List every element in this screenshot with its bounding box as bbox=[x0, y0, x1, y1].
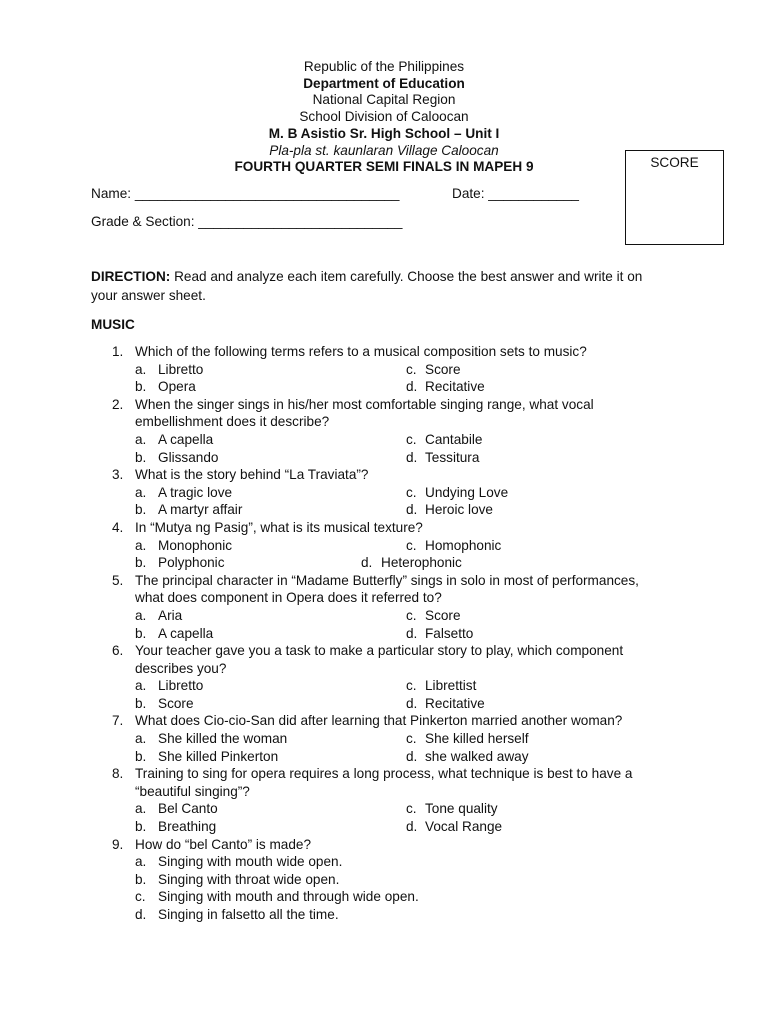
option-letter: c. bbox=[406, 361, 417, 377]
option-letter: d. bbox=[135, 907, 147, 922]
question-number: 4. bbox=[112, 519, 124, 535]
options-row bbox=[0, 554, 768, 572]
question-text: describes you? bbox=[135, 660, 227, 676]
option-letter: a. bbox=[135, 801, 147, 817]
option-d: Recitative bbox=[425, 695, 485, 711]
question-text: What is the story behind “La Traviata”? bbox=[135, 467, 369, 483]
option-c: Singing with mouth and through wide open. bbox=[158, 889, 419, 905]
option-a: Libretto bbox=[158, 361, 204, 377]
option-c: Cantabile bbox=[425, 431, 483, 447]
question-text: The principal character in “Madame Butterfly” sings in solo in most of performances, bbox=[135, 572, 639, 588]
question-text: How do “bel Canto” is made? bbox=[135, 836, 312, 852]
option-letter: c. bbox=[406, 731, 417, 747]
options-row bbox=[0, 748, 768, 766]
question-number: 2. bbox=[112, 396, 124, 412]
option-letter: d. bbox=[361, 555, 373, 571]
exam-title: FOURTH QUARTER SEMI FINALS IN MAPEH 9 bbox=[234, 159, 534, 175]
option-b: Breathing bbox=[158, 819, 217, 835]
question-text-continuation bbox=[0, 783, 768, 801]
score-label: SCORE bbox=[650, 155, 699, 170]
option-letter: c. bbox=[406, 801, 417, 817]
option-letter: c. bbox=[406, 431, 417, 447]
option-d: Recitative bbox=[425, 379, 485, 395]
option-letter: a. bbox=[135, 678, 147, 694]
options-row bbox=[0, 800, 768, 818]
option-letter: d. bbox=[406, 449, 418, 465]
option-letter: b. bbox=[135, 871, 147, 887]
option-letter: b. bbox=[135, 379, 147, 395]
option-c: Score bbox=[425, 607, 461, 623]
options-row bbox=[0, 695, 768, 713]
header-region: National Capital Region bbox=[312, 92, 456, 108]
option-row-single bbox=[0, 871, 768, 889]
option-letter: c. bbox=[406, 678, 417, 694]
question-text: Your teacher gave you a task to make a particular story to play, which component bbox=[135, 643, 624, 659]
name-field[interactable]: Name: ___________________________________ bbox=[91, 186, 400, 201]
options-row bbox=[0, 818, 768, 836]
option-a: Bel Canto bbox=[158, 801, 218, 817]
question-text-continuation bbox=[0, 413, 768, 431]
option-d: Falsetto bbox=[425, 625, 474, 641]
option-letter: b. bbox=[135, 625, 147, 641]
option-letter: c. bbox=[135, 889, 146, 905]
question-2-row bbox=[0, 396, 768, 414]
options-row bbox=[0, 625, 768, 643]
header-republic: Republic of the Philippines bbox=[303, 59, 465, 74]
option-letter: d. bbox=[406, 502, 418, 518]
option-letter: b. bbox=[135, 449, 147, 465]
option-d: Singing in falsetto all the time. bbox=[158, 907, 339, 922]
option-b: Glissando bbox=[158, 449, 219, 465]
question-4-row bbox=[0, 519, 768, 537]
option-b: Score bbox=[158, 695, 194, 711]
question-text: In “Mutya ng Pasig”, what is its musical texture? bbox=[135, 519, 423, 535]
question-list bbox=[0, 343, 768, 924]
option-letter: a. bbox=[135, 484, 147, 500]
option-d: Heroic love bbox=[425, 502, 493, 518]
question-text: embellishment does it describe? bbox=[135, 414, 330, 430]
option-letter: a. bbox=[135, 537, 147, 553]
option-letter: c. bbox=[406, 607, 417, 623]
header-school: M. B Asistio Sr. High School – Unit I bbox=[268, 125, 500, 141]
option-letter: c. bbox=[406, 537, 417, 553]
options-row bbox=[0, 449, 768, 467]
option-letter: a. bbox=[135, 731, 147, 747]
question-number: 1. bbox=[112, 344, 124, 359]
option-b: She killed Pinkerton bbox=[158, 748, 279, 764]
option-letter: a. bbox=[135, 431, 147, 447]
option-a: Monophonic bbox=[158, 537, 233, 553]
option-b: A capella bbox=[158, 625, 214, 641]
options-row bbox=[0, 730, 768, 748]
question-9-row bbox=[0, 836, 768, 854]
question-8-row bbox=[0, 765, 768, 783]
option-letter: c. bbox=[406, 484, 417, 500]
question-7-row bbox=[0, 712, 768, 730]
option-letter: d. bbox=[406, 625, 418, 641]
question-number: 3. bbox=[112, 467, 124, 483]
question-text-continuation bbox=[0, 660, 768, 678]
option-letter: d. bbox=[406, 748, 418, 764]
option-c: Undying Love bbox=[425, 484, 509, 500]
option-a: A capella bbox=[158, 431, 214, 447]
question-6-row bbox=[0, 642, 768, 660]
option-letter: b. bbox=[135, 819, 147, 835]
option-a: Singing with mouth wide open. bbox=[158, 854, 343, 870]
option-a: Aria bbox=[158, 607, 183, 623]
option-d: Tessitura bbox=[425, 449, 480, 465]
question-text: what does component in Opera does it referred to? bbox=[135, 590, 442, 606]
option-row-single bbox=[0, 888, 768, 906]
option-letter: a. bbox=[135, 854, 147, 870]
option-letter: a. bbox=[135, 361, 147, 377]
options-row bbox=[0, 484, 768, 502]
option-letter: b. bbox=[135, 695, 147, 711]
section-title-music: MUSIC bbox=[91, 317, 135, 332]
option-a: She killed the woman bbox=[158, 731, 288, 747]
options-row bbox=[0, 361, 768, 379]
header-address: Pla-pla st. kaunlaran Village Caloocan bbox=[269, 142, 499, 158]
option-letter: b. bbox=[135, 555, 147, 571]
question-number: 7. bbox=[112, 713, 124, 729]
question-text-continuation bbox=[0, 589, 768, 607]
option-letter: b. bbox=[135, 502, 147, 518]
option-letter: b. bbox=[135, 748, 147, 764]
question-number: 9. bbox=[112, 836, 124, 852]
question-3-row bbox=[0, 466, 768, 484]
question-text: When the singer sings in his/her most comfortable singing range, what vocal bbox=[135, 396, 594, 412]
direction-text: Read and analyze each item carefully. Choose the best answer and write it on your answer sheet. bbox=[91, 269, 643, 303]
options-row bbox=[0, 607, 768, 625]
question-1-row bbox=[0, 343, 768, 361]
question-text: Which of the following terms refers to a musical composition sets to music? bbox=[135, 344, 587, 359]
options-row bbox=[0, 537, 768, 555]
question-text: “beautiful singing”? bbox=[135, 783, 250, 799]
options-row bbox=[0, 378, 768, 396]
question-number: 6. bbox=[112, 643, 124, 659]
direction-label: DIRECTION: bbox=[91, 269, 171, 284]
option-row-single bbox=[0, 853, 768, 871]
option-letter: d. bbox=[406, 379, 418, 395]
option-d: Heterophonic bbox=[381, 555, 462, 571]
option-b: Opera bbox=[158, 379, 196, 395]
question-number: 8. bbox=[112, 766, 124, 782]
option-c: Tone quality bbox=[425, 801, 498, 817]
option-c: She killed herself bbox=[425, 731, 529, 747]
question-number: 5. bbox=[112, 572, 124, 588]
header-department: Department of Education bbox=[303, 75, 465, 91]
option-d: she walked away bbox=[425, 748, 529, 764]
option-b: A martyr affair bbox=[158, 502, 243, 518]
option-letter: d. bbox=[406, 819, 418, 835]
date-field[interactable]: Date: ____________ bbox=[452, 186, 579, 201]
header-division: School Division of Caloocan bbox=[299, 109, 469, 125]
option-b: Singing with throat wide open. bbox=[158, 871, 340, 887]
question-text: Training to sing for opera requires a long process, what technique is best to have a bbox=[135, 766, 633, 782]
option-b: Polyphonic bbox=[158, 555, 225, 571]
question-5-row bbox=[0, 572, 768, 590]
option-c: Score bbox=[425, 361, 461, 377]
options-row bbox=[0, 431, 768, 449]
option-d: Vocal Range bbox=[425, 819, 503, 835]
option-row-single bbox=[0, 906, 768, 924]
option-a: A tragic love bbox=[158, 484, 233, 500]
document-header bbox=[234, 59, 534, 176]
direction-block bbox=[91, 268, 671, 305]
option-a: Libretto bbox=[158, 678, 204, 694]
options-row bbox=[0, 501, 768, 519]
option-c: Librettist bbox=[425, 678, 477, 694]
option-letter: d. bbox=[406, 695, 418, 711]
option-c: Homophonic bbox=[425, 537, 502, 553]
option-letter: a. bbox=[135, 607, 147, 623]
grade-section-field[interactable]: Grade & Section: ___________________________ bbox=[91, 214, 403, 229]
options-row bbox=[0, 677, 768, 695]
score-box bbox=[625, 150, 724, 245]
question-text: What does Cio-cio-San did after learning that Pinkerton married another woman? bbox=[135, 713, 623, 729]
